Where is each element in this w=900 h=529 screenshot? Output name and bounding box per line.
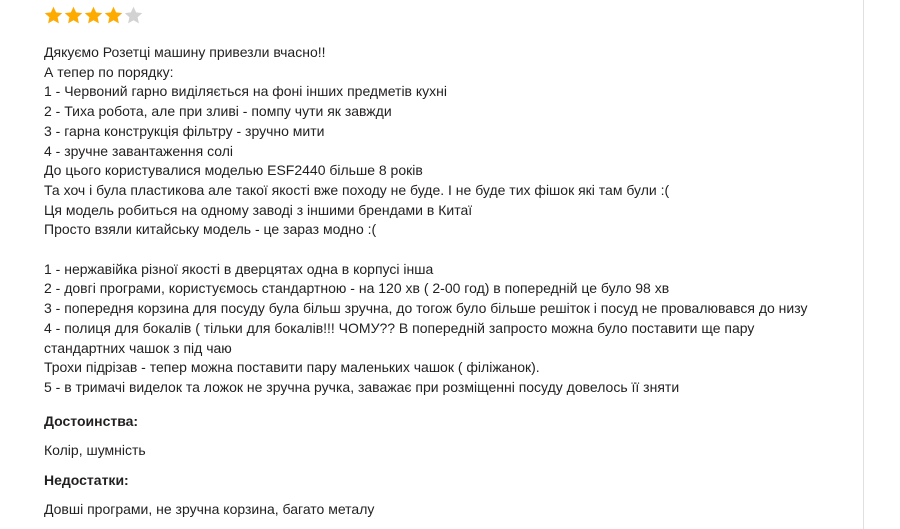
star-filled-icon [64, 6, 83, 25]
review-line: 1 - Червоний гарно виділяється на фоні інших предметів кухні [44, 83, 448, 100]
star-filled-icon [104, 6, 123, 25]
review-line: 4 - полиця для бокалів ( тільки для бокалів!!! ЧОМУ?? В попередній запросто можна було поставити ще пару [44, 319, 755, 336]
review-line: 5 - в тримачі виделок та ложок не зручна ручка, заважає при розміщенні посуду довелось її зняти [44, 378, 680, 395]
review-line: стандартних чашок з під чаю [44, 339, 232, 356]
pros-title: Достоинства: [44, 413, 139, 429]
rating-stars [44, 6, 143, 25]
pros-section [44, 412, 146, 460]
review-line: Дякуємо Розетці машину привезли вчасно!! [44, 44, 326, 60]
review-line: Просто взяли китайську модель - це зараз модно :( [44, 221, 377, 238]
cons-text: Довші програми, не зручна корзина, багато металу [44, 501, 375, 517]
review-line: А тепер по порядку: [44, 63, 174, 80]
review-line: Та хоч і була пластикова але такої якості вже походу не буде. І не буде тих фішок які там були :( [44, 181, 670, 198]
review-line: Ця модель робиться на одному заводі з іншими брендами в Китаї [44, 201, 473, 218]
review-line: 1 - нержавійка різної якості в дверцятах одна в корпусі інша [44, 260, 434, 277]
review-line: До цього користувалися моделью ESF2440 більше 8 років [44, 162, 423, 179]
review-line: 3 - гарна конструкція фільтру - зручно мити [44, 122, 325, 139]
review-line: Трохи підрізав - тепер можна поставити пару маленьких чашок ( філіжанок). [44, 359, 540, 376]
review-line: 3 - попередня корзина для посуду була більш зручна, до тогож було більше решіток і посуд не провалювався до низу [44, 300, 808, 317]
star-filled-icon [44, 6, 63, 25]
pros-text: Колір, шумність [44, 442, 146, 458]
star-filled-icon [84, 6, 103, 25]
star-empty-icon [124, 6, 143, 25]
review-line: 2 - Тиха робота, але при зливі - помпу чути як завжди [44, 103, 392, 120]
review-text [44, 43, 859, 398]
review-line: 2 - довгі програми, користуємось стандартною - на 120 хв ( 2-00 год) в попередній це було 98 хв [44, 280, 670, 297]
review-line: 4 - зручне завантаження солі [44, 142, 234, 159]
cons-title: Недостатки: [44, 472, 129, 488]
review-blank-line [44, 240, 859, 260]
cons-section [44, 471, 374, 519]
